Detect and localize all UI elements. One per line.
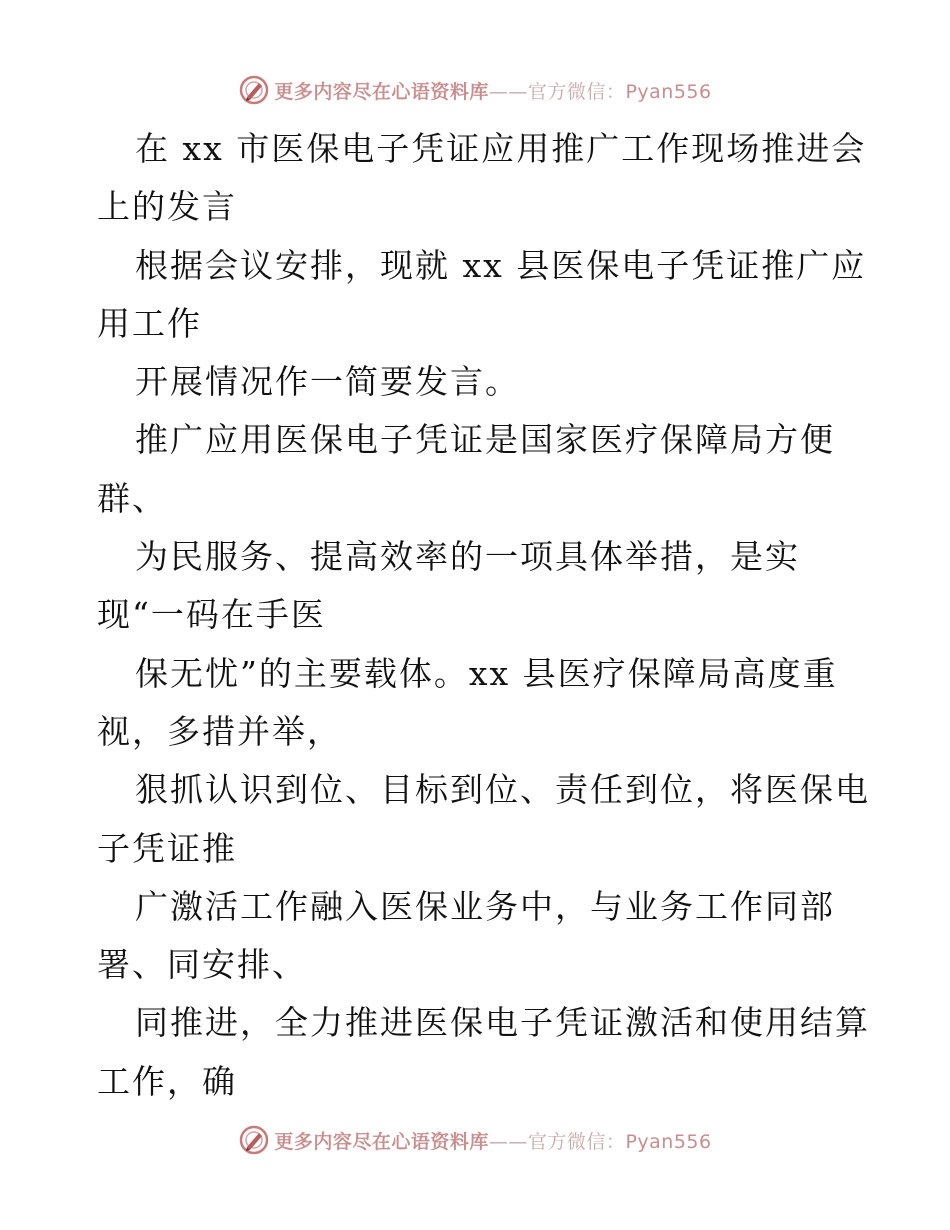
text-line: 狠抓认识到位、目标到位、责任到位，将医保电 [135, 770, 870, 810]
text-line: 子凭证推 [97, 828, 237, 868]
pen-circle-logo-icon [238, 74, 270, 106]
watermark-text [274, 1127, 711, 1154]
watermark-brand: 更多内容尽在心语资料库 [274, 1130, 489, 1153]
watermark-official-label: 官方微信： [527, 1130, 626, 1153]
watermark-group [238, 1124, 711, 1156]
text-line: 在 xx 市医保电子凭证应用推广工作现场推进会 [135, 129, 867, 168]
text-line: 开展情况作一简要发言。 [135, 362, 520, 402]
text-line: 推广应用医保电子凭证是国家医疗保障局方便 [135, 420, 835, 460]
watermark-brand: 更多内容尽在心语资料库 [274, 80, 489, 103]
text-line: 同推进，全力推进医保电子凭证激活和使用结算 [135, 1003, 870, 1043]
watermark-wechat-id: Pyan556 [625, 80, 712, 103]
pen-circle-logo-icon [238, 1124, 270, 1156]
text-line: 为民服务、提高效率的一项具体举措，是实 [135, 537, 800, 577]
text-line: 用工作 [97, 303, 202, 343]
text-line: 视，多措并举， [97, 711, 342, 751]
text-line: 署、同安排、 [97, 945, 307, 985]
watermark-group [238, 74, 711, 106]
watermark-official-label: 官方微信： [527, 80, 626, 103]
header-watermark [0, 70, 950, 110]
text-line: 广激活工作融入医保业务中，与业务工作同部 [135, 886, 835, 926]
document-body [97, 120, 870, 1111]
watermark-dash: —— [488, 1130, 528, 1153]
text-line: 现“一码在手医 [97, 595, 326, 635]
watermark-dash: —— [488, 80, 528, 103]
text-line: 上的发言 [97, 187, 237, 227]
text-line: 根据会议安排，现就 xx 县医保电子凭证推广应 [135, 245, 867, 285]
footer-watermark [0, 1120, 950, 1160]
watermark-wechat-id: Pyan556 [625, 1130, 712, 1153]
text-line: 工作，确 [97, 1061, 237, 1101]
text-line: 群、 [97, 478, 167, 518]
text-line: 保无忧”的主要载体。xx 县医疗保障局高度重 [135, 653, 838, 693]
watermark-text [274, 77, 711, 104]
